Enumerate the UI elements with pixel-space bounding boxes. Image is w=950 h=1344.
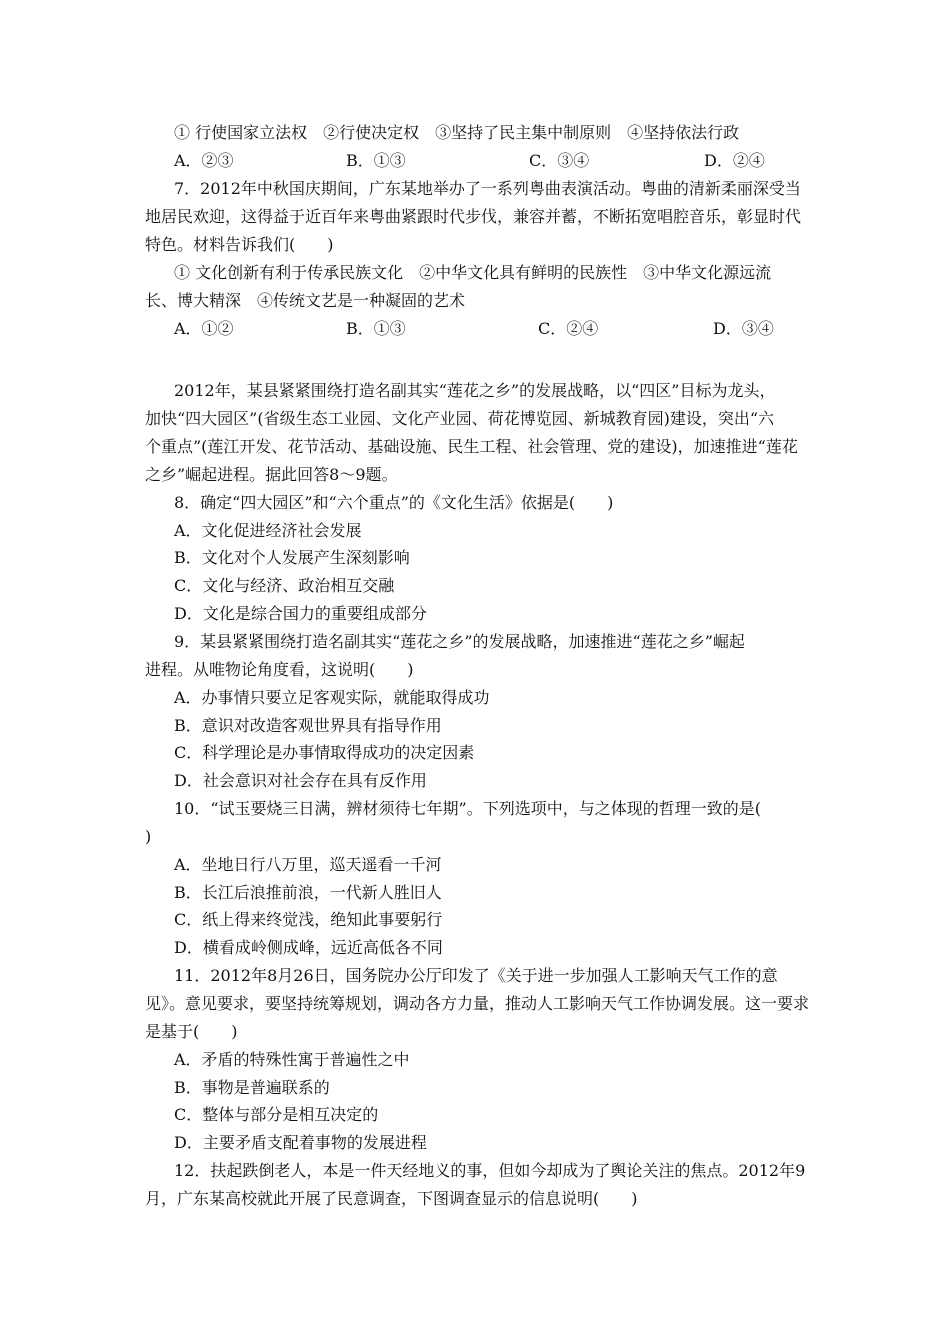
q7-stem-line-2: 地居民欢迎，这得益于近百年来粤曲紧跟时代步伐，兼容并蓄，不断拓宽唱腔音乐，彰显时代: [145, 207, 802, 226]
q12-stem-line-2: 月，广东某高校就此开展了民意调查，下图调查显示的信息说明( ): [145, 1189, 638, 1208]
q10-option-b: B．长江后浪推前浪，一代新人胜旧人: [174, 883, 442, 902]
q8-option-b: B．文化对个人发展产生深刻影响: [174, 548, 410, 567]
q9-option-a: A．办事情只要立足客观实际，就能取得成功: [174, 688, 490, 707]
q7-option-a: A．①②: [174, 319, 234, 338]
passage-line-3: 个重点”(莲江开发、花节活动、基础设施、民生工程、社会管理、党的建设)，加速推进“莲花: [145, 437, 798, 456]
q8-option-d: D．文化是综合国力的重要组成部分: [174, 604, 427, 623]
passage-line-2: 加快“四大园区”(省级生态工业园、文化产业园、荷花博览园、新城教育园)建设，突出“六: [145, 409, 775, 428]
q7-option-c: C．②④: [538, 319, 599, 338]
passage-line-4: 之乡”崛起进程。据此回答8～9题。: [145, 465, 398, 484]
q6-option-b: B．①③: [346, 151, 406, 170]
q6-options: [174, 151, 814, 171]
q10-option-c: C．纸上得来终觉浅，绝知此事要躬行: [174, 910, 443, 929]
q10-option-a: A．坐地日行八万里，巡天遥看一千河: [174, 855, 442, 874]
q9-stem-line-1: 9．某县紧紧围绕打造名副其实“莲花之乡”的发展战略，加速推进“莲花之乡”崛起: [174, 632, 745, 651]
q7-stem-line-1: 7．2012年中秋国庆期间，广东某地举办了一系列粤曲表演活动。粤曲的清新柔丽深受当: [174, 179, 801, 198]
q6-option-c: C．③④: [529, 151, 590, 170]
q6-option-d: D．②④: [704, 151, 765, 170]
q11-stem-line-1: 11．2012年8月26日，国务院办公厅印发了《关于进一步加强人工影响天气工作的意: [174, 966, 778, 985]
q7-statements-line-2: 长、博大精深 ④传统文艺是一种凝固的艺术: [145, 291, 466, 310]
q10-option-d: D．横看成岭侧成峰，远近高低各不同: [174, 938, 443, 957]
q7-option-b: B．①③: [346, 319, 406, 338]
q9-option-b: B．意识对改造客观世界具有指导作用: [174, 716, 442, 735]
q11-stem-line-3: 是基于( ): [145, 1022, 238, 1041]
q11-option-b: B．事物是普遍联系的: [174, 1078, 330, 1097]
q6-statements: ① 行使国家立法权 ②行使决定权 ③坚持了民主集中制原则 ④坚持依法行政: [174, 123, 740, 142]
q10-stem-line-2: ): [145, 827, 152, 846]
q11-option-c: C．整体与部分是相互决定的: [174, 1105, 379, 1124]
q9-stem-line-2: 进程。从唯物论角度看，这说明( ): [145, 660, 414, 679]
q7-statements-line-1: ① 文化创新有利于传承民族文化 ②中华文化具有鲜明的民族性 ③中华文化源远流: [174, 263, 772, 282]
q11-stem-line-2: 见》。意见要求，要坚持统筹规划，调动各方力量，推动人工影响天气工作协调发展。这一要求: [145, 994, 810, 1013]
q8-stem: 8．确定“四大园区”和“六个重点”的《文化生活》依据是( ): [174, 493, 614, 512]
q9-option-c: C．科学理论是办事情取得成功的决定因素: [174, 743, 475, 762]
q10-stem-line-1: 10．“试玉要烧三日满，辨材须待七年期”。下列选项中，与之体现的哲理一致的是(: [174, 799, 761, 818]
q7-stem-line-3: 特色。材料告诉我们( ): [145, 235, 334, 254]
q8-option-a: A．文化促进经济社会发展: [174, 521, 362, 540]
q11-option-d: D．主要矛盾支配着事物的发展进程: [174, 1133, 427, 1152]
q11-option-a: A．矛盾的特殊性寓于普遍性之中: [174, 1050, 410, 1069]
q7-options: [174, 319, 814, 339]
q9-option-d: D．社会意识对社会存在具有反作用: [174, 771, 427, 790]
q7-option-d: D．③④: [713, 319, 774, 338]
q8-option-c: C．文化与经济、政治相互交融: [174, 576, 395, 595]
q12-stem-line-1: 12．扶起跌倒老人，本是一件天经地义的事，但如今却成为了舆论关注的焦点。2012年9: [174, 1161, 806, 1180]
passage-line-1: 2012年，某县紧紧围绕打造名副其实“莲花之乡”的发展战略，以“四区”目标为龙头，: [174, 381, 776, 400]
q6-option-a: A．②③: [174, 151, 234, 170]
